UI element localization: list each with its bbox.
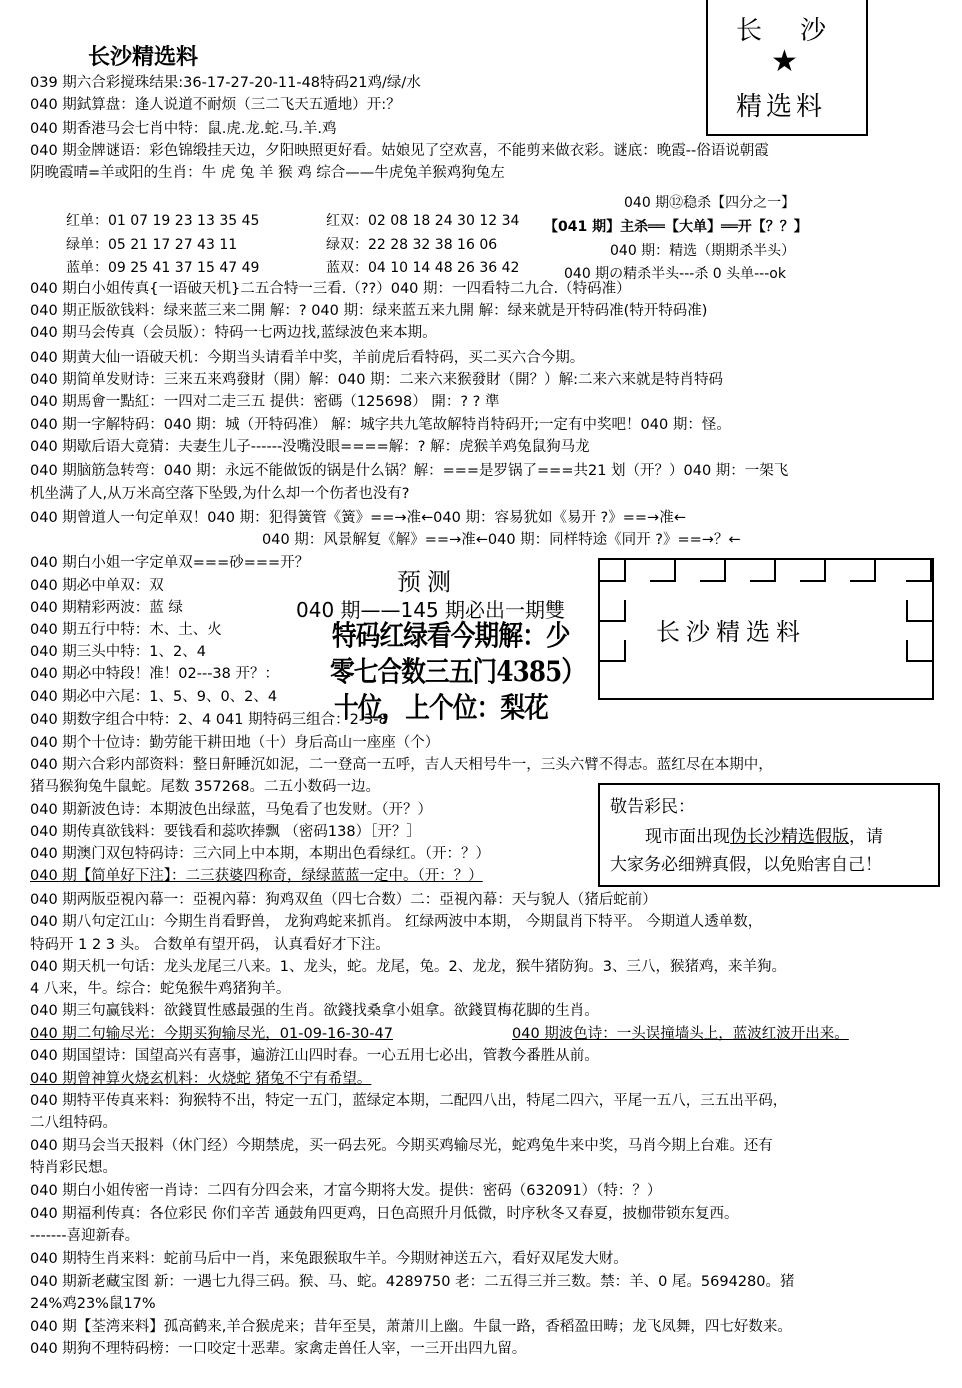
text-line: 040 期三头中特：1、2、4	[30, 644, 206, 660]
text-line: 040 期白小姐传真{一语破天机}二五合特一三看.（??）040 期：一四看特二九合.（特码准）	[30, 281, 631, 297]
text-line: 040 期新老藏宝图 新：一遇七九得三码。猴、马、蛇。4289750 老：二五得三并三数。禁：羊、0 尾。5694280。猪	[30, 1274, 795, 1290]
text-line: 040 期波色诗：一头误撞墙头上，蓝波红波开出来。	[512, 1026, 849, 1042]
notice-line	[645, 822, 883, 847]
text-line: 040 期二句输尽光：今期买狗输尽光，01-09-16-30-47	[30, 1026, 393, 1042]
text-line: 040 期天机一句话：龙头龙尾三八来。1、龙头，蛇。龙尾，兔。2、龙龙，猴牛猪防狗。3、三八，猴猪鸡，来羊狗。	[30, 959, 786, 975]
text-line: 040 期脑筋急转弯：040 期：永远不能做饭的锅是什么锅？解：===是罗锅了===共21 划（开？）040 期：一架飞	[30, 463, 789, 479]
notice-highlight: 伪长沙精选假版	[730, 827, 849, 847]
text-line: 040 期狗不理特码榜：一口咬定十恶辈。家禽走兽任人宰，一三开出四九留。	[30, 1341, 527, 1357]
frame-cell	[600, 640, 626, 662]
prediction-line: 040 期——145 期必出一期雙	[296, 598, 566, 622]
text-line: 040 期六合彩内部资料：整日鼾睡沉如泥，二一登高一五呼，吉人天相号牛一，三头六臂不得志。蓝红尽在本期中，	[30, 757, 773, 773]
prediction-line: 零七合数三五门4385）	[330, 655, 586, 688]
text-line: 040 期黄大仙一语破天机：今期当头请看羊中奖，羊前虎后看特码，买二买六合今期。	[30, 350, 585, 366]
text-line: 040 期馬會一點紅：一四对二走三五 提供：密碼（125698） 開：? ? 準	[30, 394, 500, 410]
text-line: 040 期香港马会七肖中特：鼠.虎.龙.蛇.马.羊.鸡	[30, 121, 337, 137]
text-line: 24%鸡23%鼠17%	[30, 1296, 156, 1312]
notice-text: ，请	[849, 827, 883, 847]
text-line: 特码开 1 2 3 头。 合数单有望开码， 认真看好才下注。	[30, 937, 390, 953]
red-single-row: 红单：01 07 19 23 13 35 45	[66, 213, 260, 229]
frame-cell	[600, 600, 626, 622]
text-line: 040 期：风景解复《解》==→准←040 期：同样特途《同开 ?》==→？←	[262, 532, 741, 548]
text-line: 040 期必中单双：双	[30, 578, 164, 594]
text-line: -------喜迎新春。	[30, 1228, 140, 1244]
text-line: 040 期曾神算火烧玄机料：火烧蛇 猪兔不宁有希望。	[30, 1071, 372, 1087]
text-line: 040 期简单发财诗：三来五来鸡發財（開）解：040 期：二来六来猴發財（開？）解:二来六来就是特肖特码	[30, 372, 723, 388]
frame-cell	[906, 600, 932, 622]
text-line: 040 期精彩两波：蓝 绿	[30, 600, 183, 616]
red-double-row: 红双：02 08 18 24 30 12 34	[326, 213, 520, 229]
notice-title: 敬告彩民：	[610, 797, 695, 817]
text-line: 040 期曾道人一句定单双！040 期：犯得簧管《簧》==→准←040 期：容易犹如《易开 ?》==→准←	[30, 510, 686, 526]
blue-double-row: 蓝双：04 10 14 48 26 36 42	[326, 260, 520, 276]
star-icon: ★	[771, 44, 798, 79]
text-line: 039 期六合彩搅珠结果:36-17-27-20-11-48特码21鸡/绿/水	[30, 75, 421, 91]
text-line: 040 期马会传真（会员版）：特码一七两边找,蓝绿波色来本期。	[30, 325, 437, 341]
text-line: 040 期个十位诗：勤劳能干耕田地（十）身后高山一座座（个）	[30, 735, 440, 751]
logo-city-text: 长沙	[736, 16, 865, 46]
side-line: 040 期の精杀半头---杀 0 头单---ok	[564, 266, 786, 282]
text-line: 040 期福利传真：各位彩民 你们辛苦 通鼓角四更鸡，日色高照升月低微，时序秋冬又春夏，披枷带锁东复西。	[30, 1206, 739, 1222]
frame-cell	[600, 560, 626, 582]
frame-cell	[700, 560, 726, 582]
text-line: 040 期必中六尾：1、5、9、0、2、4	[30, 689, 278, 705]
text-line: 040 期国望诗：国望高兴有喜事，遍游江山四时春。一心五用七必出，管教今番胜从前。	[30, 1048, 599, 1064]
text-line: 040 期正版欲钱料：绿来蓝三来二開 解：? 040 期：绿来蓝五来九開 解：绿来就是开特码准(特开特码准)	[30, 303, 708, 319]
prediction-line: 十位，上个位：梨花	[334, 691, 548, 724]
side-line: 040 期⑫稳杀【四分之一】	[624, 195, 796, 211]
text-line: 040 期传真欲钱料：要钱看和蕊吹捧飘 （密码138）［开？］	[30, 824, 421, 840]
text-line: 040 期两版亞視內幕一：亞視內幕：狗鸡双鱼（四七合数）二：亞視內幕：天与貌人（猪后蛇前）	[30, 892, 657, 908]
side-line: 040 期：精选（期期杀半头）	[610, 243, 796, 259]
prediction-line: 特码红绿看今期解：少	[332, 619, 570, 652]
text-line: 040 期三句赢钱料：欲錢買性感最强的生肖。欲錢找桑拿小姐拿。欲錢買梅花脚的生肖。	[30, 1003, 599, 1019]
text-line: 040 期必中特段！准！02---38 开？：	[30, 666, 279, 682]
notice-text: 现市面出现	[645, 827, 730, 847]
text-line: 二八组特码。	[30, 1115, 117, 1131]
text-line: 040 期白小姐传密一肖诗：二四有分四会来，才富今期将大发。提供：密码（632091）（特：？）	[30, 1183, 662, 1199]
text-line: 040 期数字组合中特：2、4 041 期特码三组合：2-3-8	[30, 712, 388, 728]
text-line: 040 期白小姐一字定单双===砂===开？	[30, 555, 310, 571]
text-line: 4 八来，牛。综合：蛇兔猴牛鸡猪狗羊。	[30, 981, 291, 997]
text-line: 040 期澳门双包特码诗：三六同上中本期，本期出色看绿红。（开：？）	[30, 846, 491, 862]
frame-cell	[750, 560, 776, 582]
text-line: 特肖彩民想。	[30, 1160, 117, 1176]
text-line: 猪马猴狗兔牛鼠蛇。尾数 357268。二五小数码一边。	[30, 779, 380, 795]
text-line: 040 期【荃湾来料】孤高鹤来,羊合猴虎来；昔年至昊，萧萧川上幽。牛鼠一路，香稻盈田畴；龙飞凤舞，四七好数来。	[30, 1319, 792, 1335]
frame-title: 长沙精选料	[656, 618, 806, 646]
text-line: 040 期歇后语大竟猜：夫妻生儿子------没嘴没眼====解：? 解：虎猴羊鸡兔鼠狗马龙	[30, 439, 590, 455]
text-line: 阴晚霞晴=羊或阳的生肖：牛 虎 兔 羊 猴 鸡 综合——牛虎兔羊猴鸡狗兔左	[30, 165, 505, 181]
logo-subtitle: 精选料	[736, 92, 827, 122]
text-line: 040 期特平传真来料：狗猴特不出，特定一五门，蓝绿定本期，二配四八出，特尾二四六，平尾一五八，三五出平码，	[30, 1093, 788, 1109]
blue-single-row: 蓝单：09 25 41 37 15 47 49	[66, 260, 260, 276]
frame-cell	[650, 560, 676, 582]
text-line: 040 期鉽算盘：逢人说道不耐烦（三二飞天五遁地）开:？	[30, 97, 401, 113]
text-line: 040 期金牌谜语：彩色锦缎挂天边，夕阳映照更好看。姑娘见了空欢喜，不能剪来做衣彩。谜底：晚霞--俗语说朝霞	[30, 143, 769, 159]
side-line: 【041 期】主杀══【大单】══开【？？】	[544, 219, 808, 235]
frame-cell	[800, 560, 826, 582]
frame-cell	[906, 560, 932, 582]
text-line: 040 期新波色诗：本期波色出绿蓝，马兔看了也发财。（开？）	[30, 802, 433, 818]
frame-cell	[850, 560, 876, 582]
text-line: 040 期马会当天报料（休门经）今期禁虎，买一码去死。今期买鸡输尽光，蛇鸡兔牛来中奖，马肖今期上台难。还有	[30, 1138, 773, 1154]
text-line: 040 期五行中特：木、土、火	[30, 622, 222, 638]
text-line: 040 期特生肖来料：蛇前马后中一肖，来兔跟猴取牛羊。今期财神送五六，看好双尾发大财。	[30, 1251, 628, 1267]
text-line: 机坐满了人,从万米高空落下坠毁,为什么却一个伤者也没有?	[30, 486, 410, 502]
text-line: 040 期八句定江山：今期生肖看野兽， 龙狗鸡蛇来抓肖。 红绿两波中本期， 今期鼠肖下特平。 今期道人透单数，	[30, 914, 763, 930]
text-line: 040 期一字解特码：040 期：城（开特码准） 解：城字共九笔故解特肖特码开;一定有中奖吧！040 期：怪。	[30, 417, 731, 433]
green-double-row: 绿双：22 28 32 38 16 06	[326, 237, 498, 253]
text-line: 040 期【简单好下注】：二三获婆四称奇，绿绿蓝蓝一定中。（开：？）	[30, 868, 483, 884]
frame-cell	[906, 640, 932, 662]
page-title: 长沙精选料	[88, 45, 199, 70]
green-single-row: 绿单：05 21 17 27 43 11	[66, 237, 238, 253]
prediction-title: 预测	[397, 568, 457, 596]
notice-line: 大家务必细辨真假，以免贻害自己！	[610, 855, 882, 875]
